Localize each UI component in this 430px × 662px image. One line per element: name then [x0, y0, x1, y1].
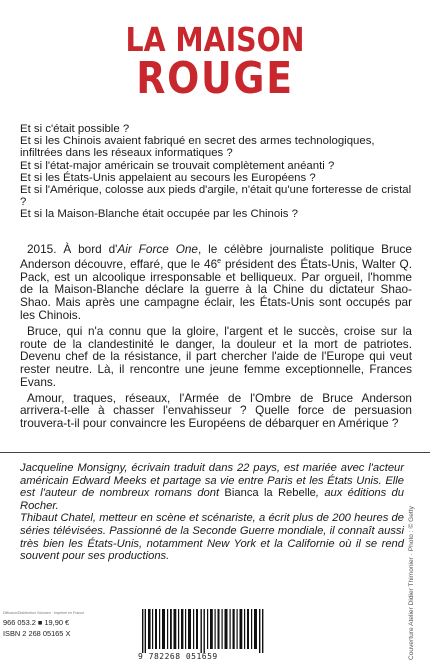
question-item: Et si les Chinois avaient fabriqué en secret des armes technologiques, infiltrées dans les réseaux informatiques ? — [20, 135, 375, 160]
book-title-line1: LA MAISON — [125, 20, 305, 59]
section-divider — [0, 452, 430, 453]
author-bios — [20, 462, 404, 563]
synopsis-paragraph-1: 2015. À bord d'Air Force One, le célèbre journaliste politique Bruce Anderson découvre, effaré, que le 46e président des États-Unis, Walter Q. Pack, est un alcoolique irresponsable et belliqueux. Par orgueil, l'homme de la Maison-Blanche déclare la guerre à la Chine du dictateur Shao-Shao. Mais après une campagne éclair, les États-Unis sont occupés par les Chinois. — [20, 242, 412, 322]
price-code: 966 053.2 ■ 19,90 € — [3, 618, 70, 627]
question-item: Et si la Maison-Blanche était occupée par les Chinois ? — [20, 208, 298, 221]
plane-name: Air Force One — [117, 242, 198, 256]
distribution-note: Diffusion/Distribution Volumen · Imprimé en France — [3, 611, 85, 615]
book-title-line2: ROUGE — [136, 53, 294, 104]
author-bio-2: Thibaut Chatel, metteur en scène et scénariste, a écrit plus de 200 heures de séries télévisées. Passionné de la Seconde Guerre mondiale, il connaît aussi très bien les États-Unis, notamment New York et la Californie où il se rend souvent pour ses productions. — [20, 512, 404, 563]
publisher-info — [3, 611, 153, 659]
question-item: Et si l'état-major américain se trouvait complètement anéanti ? — [20, 159, 335, 172]
barcode-icon — [140, 609, 272, 653]
author-bio-1: Jacqueline Monsigny, écrivain traduit dans 22 pays, est mariée avec l'acteur américain Edward Meeks et partage sa vie entre Paris et les États Unis. Elle est l'auteur de nombreux romans dont Bianca la Rebelle, aux éditions du Rocher. — [20, 462, 404, 512]
teaser-questions — [20, 123, 420, 221]
synopsis-paragraph-2: Bruce, qui n'a connu que la gloire, l'argent et le succès, croise sur la route de la clandestinité le danger, la douleur et la mort de patriotes. Devenu chef de la résistance, il part chercher l'aide de l'Europe qui veut rester neutre. Là, il rencontre une jeune femme exceptionnelle, Frances Evans. — [20, 323, 412, 389]
isbn: ISBN 2 268 05165 X — [3, 629, 71, 638]
question-item: Et si l'Amérique, colosse aux pieds d'argile, n'était qu'une forteresse de cristal ? — [20, 184, 412, 209]
synopsis-paragraph-3: Amour, traques, réseaux, l'Armée de l'Ombre de Bruce Anderson arrivera-t-elle à chasser l'envahisseur ? Quelle force de persuasion trouvera-t-il pour convaincre les Européens de débarquer en Amérique ? — [20, 390, 412, 431]
barcode-number: 9 782268 051659 — [138, 652, 218, 661]
cover-credit: Couverture Atelier Didier Thimonier · Photo : © Getty — [408, 506, 415, 660]
question-item: Et si les États-Unis appelaient au secours les Européens ? — [20, 171, 316, 184]
question-item: Et si c'était possible ? — [20, 123, 130, 135]
synopsis — [20, 243, 412, 430]
